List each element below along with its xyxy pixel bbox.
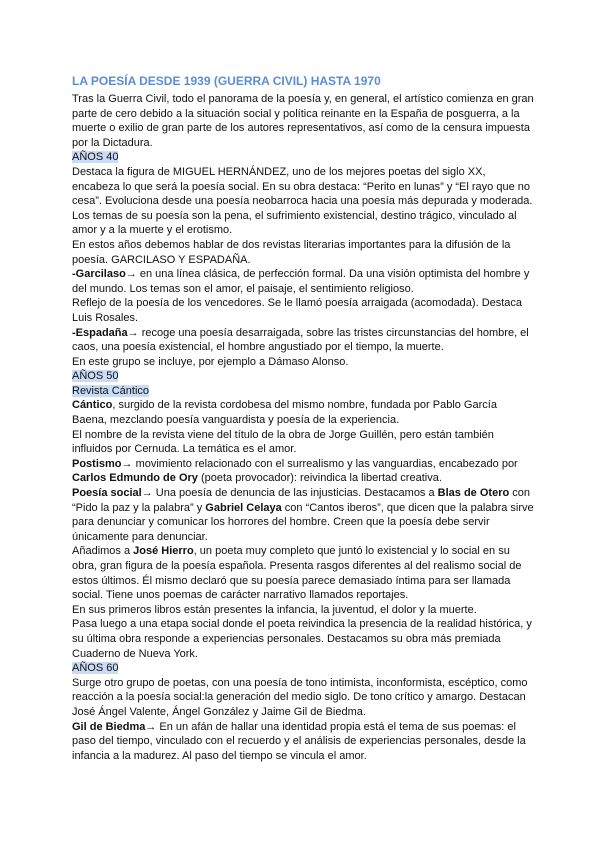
paragraph-miguel-hernandez: Destaca la figura de MIGUEL HERNÁNDEZ, uno de los mejores poetas del siglo XX, encabeza lo que será la poesía social. En su obra destaca: “Perito en lunas” y “El rayo que no cesa”. Evoluciona desde una poesía neobarroca hacia una poesía más depurada y moderada. Los temas de su poesía son la pena, el sufrimiento existencial, destino trágico, vinculado al amor y a la muerte y el erotismo.	[72, 165, 533, 237]
social-text-2: con “Pido la paz y la palabra” y	[72, 487, 530, 514]
social-text-3: con “Cantos iberos”, que dicen que la palabra sirve para denunciar y comunicar los horrores del hombre. Creen que la poesía debe servir únicamente para denunciar.	[72, 501, 534, 543]
paragraph-generacion-medio-siglo: Surge otro grupo de poetas, con una poesía de tono intimista, inconformista, escéptico, como reacción a la poesía social:la generación del medio siglo. De tono crítico y amargo. Destacan José Ángel Valente, Ángel González y Jaime Gil de Biedma.	[72, 676, 528, 718]
hierro-text: , un poeta muy completo que juntó lo existencial y lo social en su obra, gran figura de la poesía española. Presenta rasgos diferentes al del realismo social de estos últimos. Él mismo declaró que su poesía parece demasiado íntima para ser llamada social. Tiene unos poemas de carácter narrativo llamados reportajes.	[72, 545, 522, 602]
hierro-pre: Añadimos a	[72, 545, 134, 558]
biedma-text: → En un afán de hallar una identidad propia está el tema de sus poemas: el paso del tiempo, vinculado con el recuerdo y el análisis de experiencias personales, desde la infancia a la madurez. Al paso del tiempo se vincula el amor.	[72, 720, 526, 762]
section-heading-50s: AÑOS 50	[72, 370, 119, 383]
paragraph-primeros-libros: En sus primeros libros están presentes la infancia, la juventud, el dolor y la muerte.	[72, 603, 477, 616]
paragraph-cantico	[72, 398, 534, 427]
paragraph-revistas: En estos años debemos hablar de dos revistas literarias importantes para la difusión de la poesía. GARCILASO Y ESPADAÑA.	[72, 238, 511, 266]
cantico-label: Cántico	[72, 399, 113, 412]
paragraph-damaso-alonso: En este grupo se incluye, por ejemplo a Dámaso Alonso.	[72, 355, 349, 368]
paragraph-gil-de-biedma	[72, 720, 534, 764]
postismo-end: (poeta provocador): reivindica la libertad creativa.	[197, 472, 442, 485]
garcilaso-text: → en una línea clásica, de perfección formal. Da una visión optimista del hombre y del mundo. Los temas son el amor, el paisaje, el sentimiento religioso.	[72, 268, 530, 295]
paragraph-poesia-social	[72, 486, 534, 544]
paragraph-jose-hierro	[72, 544, 534, 602]
postismo-text: → movimiento relacionado con el surrealismo y las vanguardias, encabezado por	[121, 457, 518, 470]
paragraph-poesia-arraigada: Reflejo de la poesía de los vencedores. Se le llamó poesía arraigada (acomodada). Destaca Luis Rosales.	[72, 297, 523, 324]
postismo-author: Carlos Edmundo de Ory	[72, 472, 198, 485]
social-label: Poesía social	[72, 487, 142, 500]
paragraph-garcilaso	[72, 267, 534, 296]
section-40s	[72, 150, 534, 369]
social-text-1: → Una poesía de denuncia de las injusticias. Destacamos a	[141, 487, 438, 500]
garcilaso-label: -Garcilaso	[72, 268, 126, 281]
postismo-label: Postismo	[72, 457, 122, 470]
section-50s	[72, 369, 534, 661]
social-author-celaya: Gabriel Celaya	[205, 501, 282, 514]
espadana-label: -Espadaña	[72, 326, 128, 339]
paragraph-nombre-revista: El nombre de la revista viene del título de la obra de Jorge Guillén, pero están también influidos por Cernuda. La temática es el amor.	[72, 428, 494, 456]
espadana-text: → recoge una poesía desarraigada, sobre las tristes circunstancias del hombre, el caos, una poesía existencial, el hombre angustiado por el tiempo, la muerte.	[72, 326, 529, 354]
cantico-text: , surgido de la revista cordobesa del mismo nombre, fundada por Pablo García Baena, mezclando poesía vanguardista y poesía de la experiencia.	[72, 399, 497, 427]
document-page	[72, 72, 534, 763]
paragraph-postismo	[72, 457, 534, 486]
document-title: LA POESÍA DESDE 1939 (GUERRA CIVIL) HASTA 1970	[72, 74, 381, 88]
section-heading-40s: AÑOS 40	[72, 151, 119, 164]
paragraph-etapa-social: Pasa luego a una etapa social donde el poeta reivindica la presencia de la realidad histórica, y su última obra responde a experiencias personales. Destacamos su obra más premiada Cuaderno de Nueva York.	[72, 618, 532, 660]
subheading-revista-cantico: Revista Cántico	[72, 384, 150, 397]
biedma-label: Gil de Biedma	[72, 720, 146, 733]
intro-paragraph: Tras la Guerra Civil, todo el panorama de la poesía y, en general, el artístico comienza en gran parte de cero debido a la situación social y política reinante en la España de posguerra, a la muerte o exilio de gran parte de los autores representativos, así como de la censura impuesta por la Dictadura.	[72, 93, 534, 149]
hierro-name: José Hierro	[133, 545, 194, 558]
social-author-otero: Blas de Otero	[437, 487, 510, 500]
section-60s	[72, 661, 534, 763]
paragraph-espadana	[72, 326, 534, 355]
section-heading-60s: AÑOS 60	[72, 662, 119, 675]
